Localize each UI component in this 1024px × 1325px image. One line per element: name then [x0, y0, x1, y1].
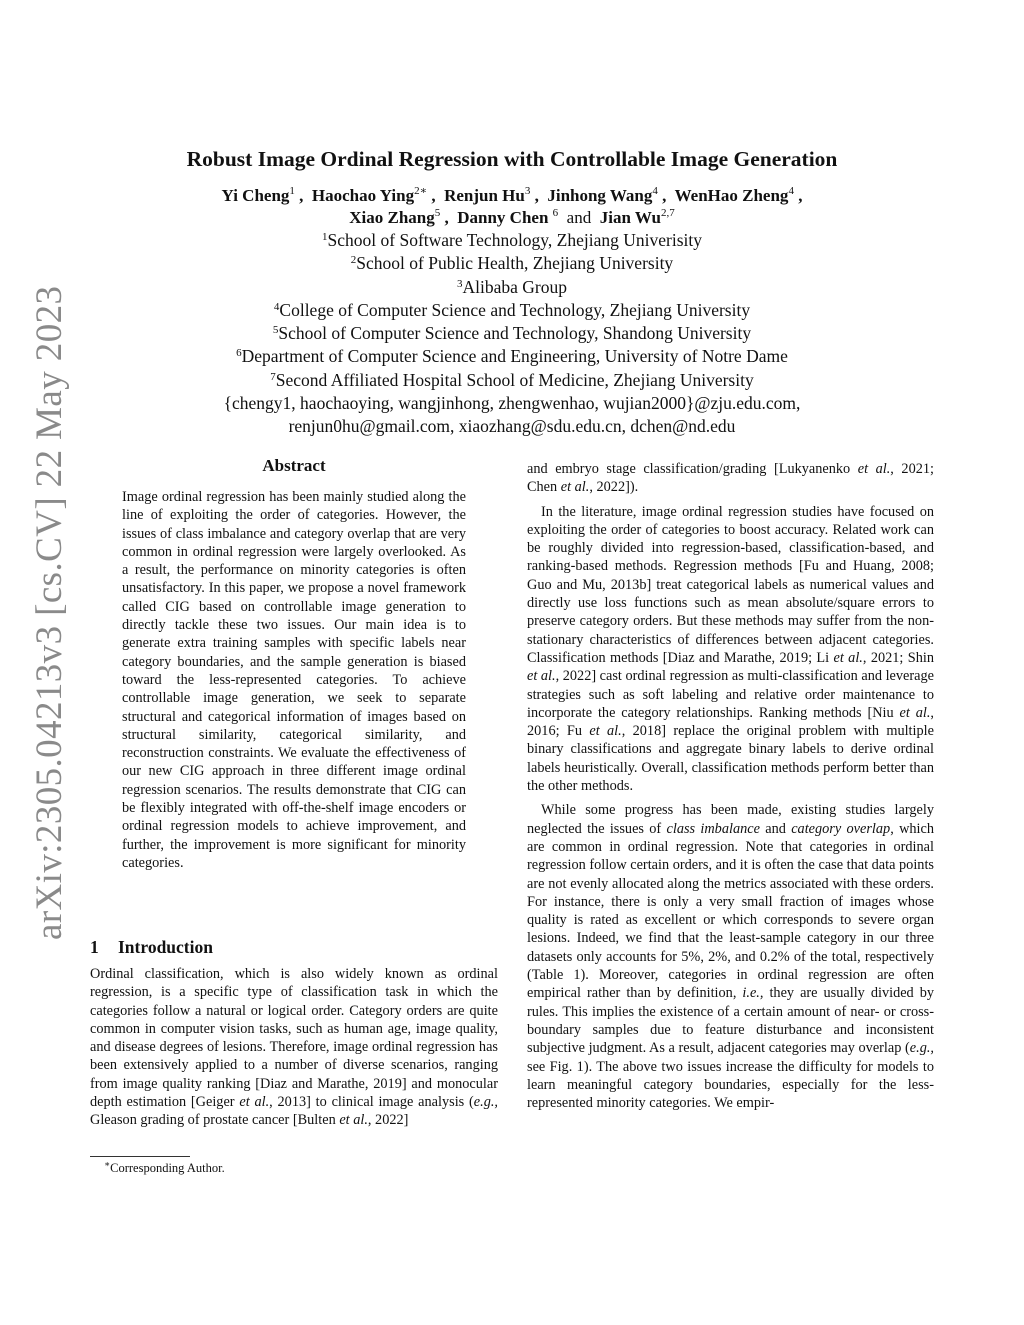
italic-run: e.g.,	[909, 1040, 934, 1057]
intro-paragraph	[90, 965, 498, 1130]
affiliation-text: School of Computer Science and Technology, Shandong University	[278, 323, 752, 344]
text-run: In the literature, image ordinal regression studies have focused on exploiting the order of categories to boost accuracy. Related work can be roughly divided into regression-based, classification-based, and ranking-based methods. Regression methods [Fu and Huang, 2008; Guo and Mu, 2013b] treat categorical labels as numerical values and directly use loss functions such as mean absolute/square errors to preserve category orders. But these methods may suffer from the non-stationary characteristics of differences between adjacent categories. Classification methods [Diaz and Marathe, 2019; Li	[527, 503, 934, 666]
text-run: , 2013] to clinical image analysis (	[269, 1094, 474, 1111]
footnote-mark: ∗	[104, 1159, 111, 1169]
intro-body	[90, 965, 498, 1130]
footnote-rule	[90, 1156, 190, 1157]
affiliation-text: Department of Computer Science and Engineering, University of Notre Dame	[241, 346, 788, 367]
author-line-2: Xiao Zhang$^5$ , Danny Chen $^6$ and Jian Wu$^{2,7}$	[349, 207, 675, 227]
affiliations	[120, 229, 904, 439]
right-paragraph-continuation	[527, 460, 934, 497]
footnote-text: Corresponding Author.	[110, 1161, 225, 1175]
footnote	[104, 1161, 225, 1176]
author-name: Renjun Hu	[444, 186, 525, 205]
author-sup: 4	[652, 185, 658, 197]
section-number: 1	[90, 937, 99, 957]
affiliation-text: College of Computer Science and Technology, Zhejiang University	[279, 299, 751, 320]
affiliation-sup: 2	[350, 254, 357, 267]
affiliation-line	[120, 345, 904, 368]
text-run: , 2018] replace the original problem with multiple binary classifications and aggregate binary labels to derive ordinal labels heuristically. Overall, classification methods perform better than the other methods.	[527, 723, 934, 795]
author-sup: 4	[788, 185, 794, 197]
affiliation-sup: 3	[457, 277, 463, 290]
affiliation-sup: 7	[270, 370, 276, 383]
text-run: , 2021; Shin	[862, 649, 934, 666]
text-run: and	[759, 820, 792, 837]
right-paragraph-literature	[527, 503, 934, 796]
author-name: Danny Chen	[457, 208, 549, 227]
section-heading-introduction	[90, 937, 213, 958]
italic-run: e.g.,	[473, 1094, 498, 1111]
author-sup: 5	[434, 207, 441, 219]
affiliation-sup: 4	[273, 300, 280, 313]
affiliation-text: School of Public Health, Zhejiang University	[356, 253, 674, 274]
author-name: WenHao Zheng	[674, 186, 789, 205]
author-sup: 6	[552, 207, 559, 219]
text-run: , 2022] cast ordinal regression as multi-classification and leverage strategies such as soft labeling and relative order maintenance to incorporate the category relationships. Ranking methods [Niu	[527, 668, 934, 721]
italic-run: et al.	[560, 479, 590, 496]
affiliation-sup: 1	[322, 231, 328, 243]
italic-run: et al.	[239, 1094, 270, 1111]
author-sup: 3	[524, 185, 531, 197]
abstract-text: Image ordinal regression has been mainly studied along the line of exploiting the order of categories. However, the issues of class imbalance and category overlap that are very common in ordinal regression were largely overlooked. As a result, the performance on minority categories is often unsatisfactory. In this paper, we propose a novel framework called CIG based on controllable image generation to directly tackle these two issues. Our main idea is to generate extra training samples with specific labels near category boundaries, and the sample generation is biased toward the less-represented categories. To achieve controllable image generation, we seek to separate structural and categorical information of images based on structural similarity, categorical similarity, and reconstruction constraints. We evaluate the effectiveness of our new CIG approach in three different image ordinal regression scenarios. The results demonstrate that CIG can be flexibly integrated with off-the-shelf image encoders or ordinal regression models to achieve improvement, and further, the improvement is more significant for minority categories.	[122, 489, 466, 871]
affiliation-text: Alibaba Group	[462, 276, 567, 297]
affiliation-text: Second Affiliated Hospital School of Medicine, Zhejiang University	[275, 369, 754, 390]
author-sup: 1	[289, 185, 295, 197]
author-name: Yi Cheng	[221, 186, 290, 205]
text-run: see Fig. 1). The above two issues increase the difficulty for models to learn meaningful category boundaries, especially for the less-represented minority categories. We empir-	[527, 1058, 934, 1112]
author-conjunction: and	[566, 208, 592, 227]
italic-run: i.e.,	[742, 985, 764, 1002]
text-run: , 2022]).	[589, 479, 639, 496]
affiliation-line	[120, 276, 904, 299]
text-run: While some progress has been made, existing studies largely neglected the issues of	[527, 802, 934, 837]
text-run: , 2016; Fu	[527, 704, 934, 740]
email-line: renjun0hu@gmail.com, xiaozhang@sdu.edu.cn, dchen@nd.edu	[288, 416, 736, 437]
affiliation-sup: 6	[236, 347, 242, 360]
section-title: Introduction	[118, 937, 213, 957]
text-run: Gleason grading of prostate cancer [Bulten	[90, 1112, 340, 1129]
abstract-heading: Abstract	[262, 456, 326, 475]
paper-title: Robust Image Ordinal Regression with Controllable Image Generation	[186, 147, 838, 171]
email-line: {chengy1, haochaoying, wangjinhong, zhengwenhao, wujian2000}@zju.edu.com,	[223, 393, 801, 414]
author-name: Jinhong Wang	[547, 186, 653, 205]
right-paragraph-issues	[527, 801, 934, 1112]
text-run: , 2021; Chen	[527, 461, 934, 496]
italic-run: category overlap	[791, 820, 891, 837]
abstract-body	[122, 488, 466, 872]
right-column	[527, 460, 934, 1112]
affiliation-line	[120, 299, 904, 322]
affiliation-line	[120, 322, 904, 345]
text-run: Ordinal classification, which is also widely known as ordinal regression, is a specific type of classification task in which the categories follow a natural or logical order. Category orders are quite common in computer vision tasks, such as human age, image quality, and disease degrees of lesions. Therefore, image ordinal regression has been extensively applied to a number of diverse scenarios, ranging from image quality ranking [Diaz and Marathe, 2019] and monocular depth estimation [Geiger	[90, 966, 498, 1111]
affiliation-text: School of Software Technology, Zhejiang Univerisity	[327, 230, 702, 250]
italic-run: et al.	[589, 723, 622, 740]
author-sup: 2∗	[414, 185, 428, 197]
affiliation-sup: 5	[272, 324, 279, 337]
affiliation-line	[120, 252, 904, 275]
author-name: Haochao Ying	[311, 186, 415, 205]
author-name: Xiao Zhang	[349, 208, 435, 227]
affiliation-line	[120, 229, 904, 252]
italic-run: class imbalance	[666, 820, 760, 837]
author-line-1: Yi Cheng$^1$ , Haochao Ying$^{2∗}$ , Renjun Hu$^3$ , Jinhong Wang$^4$ , WenHao Zheng$^4$ ,	[221, 185, 803, 205]
arxiv-identifier: arXiv:2305.04213v3 [cs.CV] 22 May 2023	[29, 285, 70, 940]
italic-run: et al.	[899, 704, 931, 721]
text-run: , which are common in ordinal regression. Note that categories in ordinal regression follow certain orders, and it is often the case that data points are not evenly allocated along the metrics associated with these orders. For instance, there is only a very small fraction of images whose quality is rated as excellent or which corresponds to severe organ lesions. Indeed, we find that the least-sample category in our three datasets only accounts for 5%, 2%, and 0.2% of the total, respectively (Table 1). Moreover, categories in ordinal regression are often empirical rather than by definition,	[527, 820, 935, 1002]
italic-run: et al.	[527, 668, 556, 685]
italic-run: et al.	[857, 461, 891, 477]
text-run: they are usually divided by rules. This implies the existence of a certain amount of near- or cross-boundary samples due to feature disturbance and inconsistent subjective judgment. As a result, adjacent categories may overlap (	[527, 985, 935, 1057]
text-run: and embryo stage classification/grading [Lukyanenko	[527, 461, 858, 477]
italic-run: et al.	[339, 1112, 368, 1129]
affiliation-line	[120, 369, 904, 392]
italic-run: et al.	[833, 649, 863, 666]
author-name: Jian Wu	[599, 208, 661, 227]
author-sup: 2,7	[661, 207, 675, 219]
text-run: , 2022]	[367, 1112, 409, 1129]
